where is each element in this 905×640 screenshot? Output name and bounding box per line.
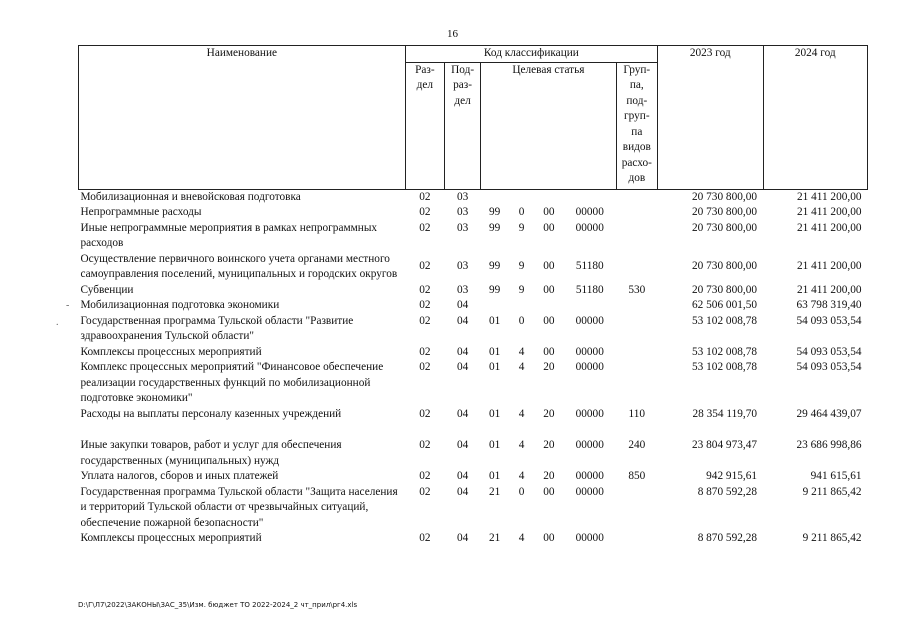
row-name: Иные закупки товаров, работ и услуг для обеспечения государственных (муниципальных) нужд <box>80 439 342 467</box>
row-podrazdel: 04 <box>456 439 469 451</box>
row-target-element: 00 <box>543 314 555 327</box>
row-target-type: 9 <box>518 283 525 296</box>
row-target-direction: 00000 <box>575 314 604 327</box>
row-razdel: 02 <box>419 485 431 498</box>
row-amount-2024: 9 211 865,42 <box>802 485 862 498</box>
row-target-program: 99 <box>488 283 501 296</box>
row-target-type: 0 <box>518 314 525 327</box>
row-target-direction <box>563 189 616 205</box>
row-name: Государственная программа Тульской области "Развитие здравоохранения Тульской области" <box>80 314 354 342</box>
row-target-element: 20 <box>543 439 555 451</box>
row-amount-2023: 28 354 119,70 <box>692 407 757 420</box>
row-razdel: 02 <box>419 260 431 273</box>
row-amount-2023: 20 730 800,00 <box>692 260 757 273</box>
row-target-element: 00 <box>543 345 555 358</box>
row-target-element: 20 <box>543 470 555 482</box>
table-row <box>79 360 868 407</box>
budget-table-container <box>78 45 868 547</box>
row-name: Мобилизационная подготовка экономики <box>80 299 280 311</box>
row-target-element: 00 <box>543 532 555 544</box>
row-target-program: 01 <box>488 345 501 358</box>
row-amount-2024: 21 411 200,00 <box>796 190 862 203</box>
row-target-element <box>534 298 563 314</box>
row-target-type: 4 <box>518 345 525 358</box>
row-target-type: 4 <box>518 407 525 420</box>
row-expense-type <box>616 189 657 205</box>
row-target-direction <box>563 298 616 314</box>
row-razdel: 02 <box>419 407 431 420</box>
row-podrazdel: 04 <box>456 407 469 420</box>
header-year-2023: 2023 год <box>658 46 763 190</box>
row-amount-2024: 21 411 200,00 <box>796 221 862 234</box>
table-row <box>79 407 868 439</box>
row-target-element: 20 <box>543 407 555 420</box>
row-podrazdel: 03 <box>456 190 469 203</box>
row-target-element <box>534 189 563 205</box>
row-target-type: 9 <box>518 260 525 273</box>
row-amount-2024: 21 411 200,00 <box>796 283 862 296</box>
row-razdel: 02 <box>419 299 431 311</box>
row-target-program: 01 <box>488 407 501 420</box>
row-target-direction: 00000 <box>575 439 604 451</box>
row-target-type: 4 <box>518 439 525 451</box>
row-amount-2024: 941 615,61 <box>810 470 862 482</box>
row-target-program: 21 <box>488 485 501 498</box>
row-target-direction: 00000 <box>575 407 604 420</box>
row-razdel: 02 <box>419 439 431 451</box>
row-target-program: 99 <box>488 260 501 273</box>
row-amount-2023: 23 804 973,47 <box>692 439 757 451</box>
row-razdel: 02 <box>419 361 431 373</box>
header-target: Целевая статья <box>481 62 616 189</box>
row-razdel: 02 <box>419 532 431 544</box>
row-expense-type <box>616 485 657 532</box>
row-target-element: 00 <box>543 221 555 234</box>
row-expense-type: 240 <box>628 439 646 451</box>
row-target-element: 20 <box>543 361 555 373</box>
row-amount-2024: 9 211 865,42 <box>802 532 862 544</box>
table-row <box>79 485 868 532</box>
row-target-type: 0 <box>518 206 525 218</box>
table-row <box>79 298 868 314</box>
row-razdel: 02 <box>419 190 431 203</box>
row-name: Субвенции <box>80 283 134 296</box>
row-expense-type <box>616 252 657 283</box>
row-podrazdel: 04 <box>456 345 469 358</box>
table-row <box>79 438 868 469</box>
row-target-program: 01 <box>488 439 501 451</box>
row-target-type <box>509 298 535 314</box>
row-target-element: 00 <box>543 206 555 218</box>
row-target-direction: 51180 <box>575 260 604 273</box>
row-target-program: 21 <box>488 532 501 544</box>
row-name: Непрограммные расходы <box>80 206 202 218</box>
row-target-direction: 51180 <box>575 283 604 296</box>
page-number: 16 <box>447 28 458 40</box>
table-row <box>79 531 868 547</box>
header-code: Код классификации <box>405 46 657 63</box>
row-podrazdel: 04 <box>456 532 469 544</box>
row-name: Комплексы процессных мероприятий <box>80 532 262 544</box>
row-razdel: 02 <box>419 221 431 234</box>
row-name: Уплата налогов, сборов и иных платежей <box>80 470 279 482</box>
row-target-element: 00 <box>543 283 555 296</box>
table-body <box>79 189 868 547</box>
row-expense-type: 850 <box>628 470 646 482</box>
row-razdel: 02 <box>419 314 431 327</box>
row-target-type: 9 <box>518 221 525 234</box>
row-podrazdel: 04 <box>456 470 469 482</box>
row-expense-type <box>616 221 657 252</box>
row-target-direction: 00000 <box>575 221 604 234</box>
row-expense-type <box>616 360 657 407</box>
budget-table <box>78 45 868 547</box>
row-amount-2023: 20 730 800,00 <box>692 283 757 296</box>
row-target-type: 4 <box>518 361 525 373</box>
table-row <box>79 469 868 485</box>
margin-mark: . <box>56 317 59 328</box>
margin-mark: - <box>66 300 70 311</box>
table-row <box>79 252 868 283</box>
row-name: Иные непрограммные мероприятия в рамках непрограммных расходов <box>80 221 378 249</box>
row-expense-type <box>616 298 657 314</box>
row-amount-2024: 54 093 053,54 <box>796 345 862 358</box>
row-name: Расходы на выплаты персоналу казенных учреждений <box>80 407 342 420</box>
row-amount-2023: 53 102 008,78 <box>692 314 757 327</box>
row-target-program: 01 <box>488 314 501 327</box>
row-podrazdel: 04 <box>456 299 469 311</box>
row-name: Мобилизационная и вневойсковая подготовка <box>80 190 301 203</box>
table-row <box>79 314 868 345</box>
row-amount-2023: 20 730 800,00 <box>692 221 757 234</box>
row-expense-type <box>616 314 657 345</box>
row-target-program: 99 <box>488 206 501 218</box>
row-target-type: 4 <box>518 470 525 482</box>
table-row <box>79 205 868 221</box>
row-name: Государственная программа Тульской области "Защита населения и территорий Тульской области от чрезвычайных ситуаций, обеспечение пожарной безопасности" <box>80 485 398 529</box>
row-target-program <box>481 189 509 205</box>
row-amount-2023: 8 870 592,28 <box>697 485 757 498</box>
row-podrazdel: 04 <box>456 314 469 327</box>
row-target-element: 00 <box>543 260 555 273</box>
row-target-element: 00 <box>543 485 555 498</box>
row-podrazdel: 03 <box>456 221 469 234</box>
row-amount-2023: 20 730 800,00 <box>692 206 757 218</box>
row-podrazdel: 04 <box>456 485 469 498</box>
row-target-direction: 00000 <box>575 345 604 358</box>
row-expense-type: 110 <box>628 407 646 420</box>
row-target-direction: 00000 <box>575 470 604 482</box>
row-amount-2023: 53 102 008,78 <box>692 345 757 358</box>
row-podrazdel: 03 <box>456 283 469 296</box>
row-target-direction: 00000 <box>575 485 604 498</box>
row-target-direction: 00000 <box>575 361 604 373</box>
header-vid: Груп- па, под- груп- па видов расхо- дов <box>616 62 657 189</box>
header-name: Наименование <box>79 46 406 190</box>
row-podrazdel: 04 <box>456 361 469 373</box>
row-amount-2023: 8 870 592,28 <box>697 532 757 544</box>
row-amount-2023: 53 102 008,78 <box>692 361 757 373</box>
row-target-direction: 00000 <box>575 532 604 544</box>
file-path-footer: D:\Г\Л7\2022\ЗАКОНЫ\ЗАС_35\Изм. бюджет ТО 2022-2024_2 чт_прил\рг4.xls <box>78 601 358 609</box>
row-name: Осуществление первичного воинского учета органами местного самоуправления поселений, муниципальных и городских округов <box>80 252 398 280</box>
row-amount-2023: 62 506 001,50 <box>692 299 757 311</box>
row-podrazdel: 03 <box>456 260 469 273</box>
row-expense-type <box>616 205 657 221</box>
table-row <box>79 189 868 205</box>
row-razdel: 02 <box>419 345 431 358</box>
row-target-program: 01 <box>488 470 501 482</box>
row-razdel: 02 <box>419 206 431 218</box>
row-name: Комплекс процессных мероприятий "Финансовое обеспечение реализации государственных функций по мобилизационной подготовке экономики" <box>80 361 384 404</box>
table-row <box>79 283 868 299</box>
row-target-type <box>509 189 535 205</box>
row-podrazdel: 03 <box>456 206 469 218</box>
row-amount-2024: 29 464 439,07 <box>796 407 862 420</box>
row-amount-2024: 21 411 200,00 <box>796 206 862 218</box>
row-target-direction: 00000 <box>575 206 604 218</box>
row-name: Комплексы процессных мероприятий <box>80 345 262 358</box>
row-amount-2024: 54 093 053,54 <box>796 314 862 327</box>
row-target-program: 99 <box>488 221 501 234</box>
row-target-program: 01 <box>488 361 501 373</box>
row-expense-type <box>616 345 657 361</box>
header-year-2024: 2024 год <box>763 46 868 190</box>
row-amount-2024: 54 093 053,54 <box>796 361 862 373</box>
row-expense-type: 530 <box>628 283 646 296</box>
row-amount-2023: 20 730 800,00 <box>692 190 757 203</box>
table-row <box>79 345 868 361</box>
row-amount-2024: 21 411 200,00 <box>796 260 862 273</box>
row-target-program <box>481 298 509 314</box>
row-amount-2023: 942 915,61 <box>706 470 757 482</box>
row-target-type: 0 <box>518 485 525 498</box>
header-razdel: Раз- дел <box>405 62 444 189</box>
row-target-type: 4 <box>518 532 525 544</box>
table-row <box>79 221 868 252</box>
header-podrazdel: Под- раз- дел <box>445 62 481 189</box>
row-razdel: 02 <box>419 470 431 482</box>
row-razdel: 02 <box>419 283 431 296</box>
row-expense-type <box>616 531 657 547</box>
row-amount-2024: 23 686 998,86 <box>796 439 862 451</box>
row-amount-2024: 63 798 319,40 <box>796 299 862 311</box>
